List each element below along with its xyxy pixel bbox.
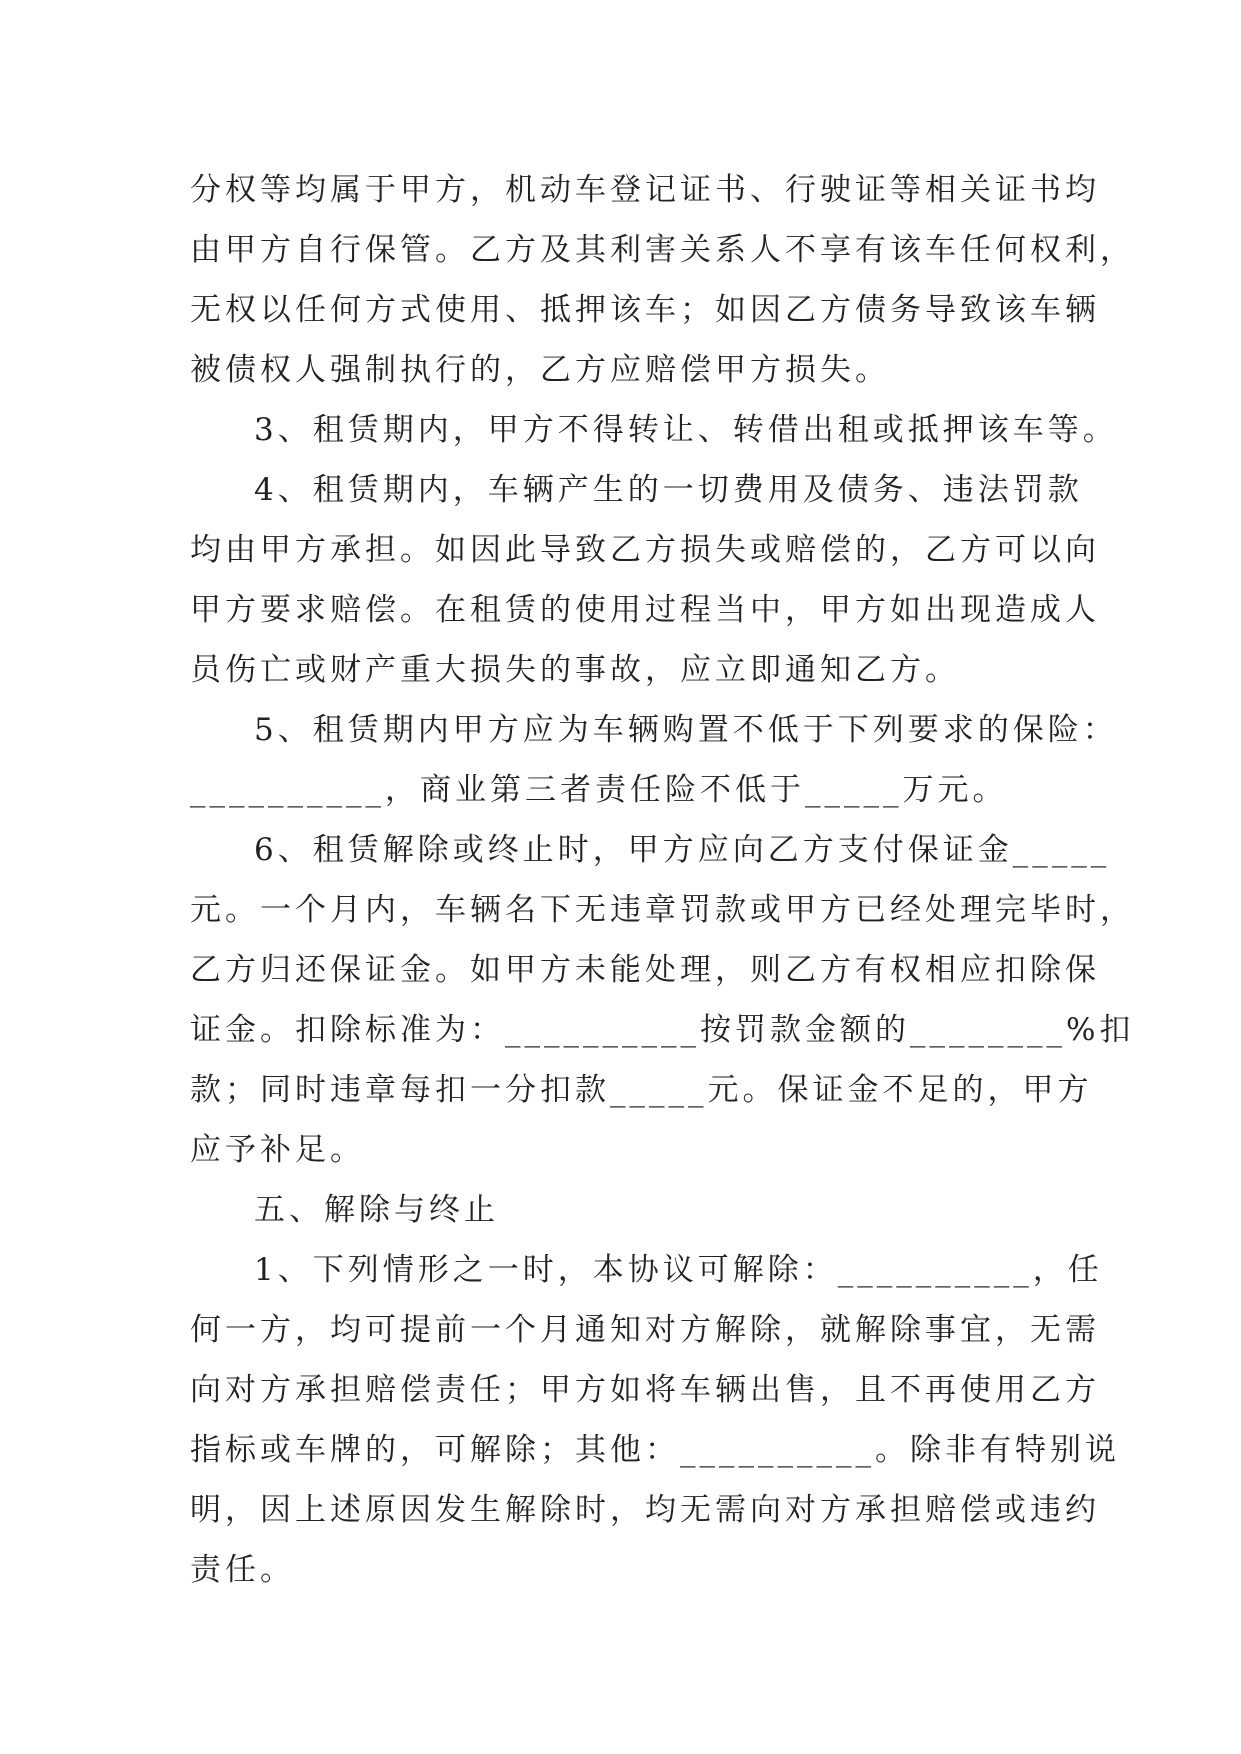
text-line: 款；同时违章每扣一分扣款_____元。保证金不足的，甲方 [190, 1072, 1093, 1108]
text-line: 分权等均属于甲方，机动车登记证书、行驶证等相关证书均 [190, 172, 1100, 208]
text-line: __________，商业第三者责任险不低于_____万元。 [190, 772, 1008, 808]
text-line: 无权以任何方式使用、抵押该车；如因乙方债务导致该车辆 [190, 292, 1100, 328]
clause-6-line: 6、租赁解除或终止时，甲方应向乙方支付保证金_____ [254, 832, 1111, 868]
clause-5-line: 5、租赁期内甲方应为车辆购置不低于下列要求的保险： [254, 712, 1118, 748]
text-line: 元。一个月内，车辆名下无违章罚款或甲方已经处理完毕时， [190, 892, 1135, 928]
document-body [190, 160, 1135, 1600]
text-line: 甲方要求赔偿。在租赁的使用过程当中，甲方如出现造成人 [190, 592, 1100, 628]
clause-3-line: 3、租赁期内，甲方不得转让、转借出租或抵押该车等。 [254, 412, 1118, 448]
text-line: 向对方承担赔偿责任；甲方如将车辆出售，且不再使用乙方 [190, 1372, 1100, 1408]
text-line: 应予补足。 [190, 1132, 365, 1168]
clause-4-line: 4、租赁期内，车辆产生的一切费用及债务、违法罚款 [254, 472, 1083, 508]
text-line: 证金。扣除标准为：__________按罚款金额的________%扣 [190, 1012, 1135, 1048]
text-line: 员伤亡或财产重大损失的事故，应立即通知乙方。 [190, 652, 960, 688]
text-line: 明，因上述原因发生解除时，均无需向对方承担赔偿或违约 [190, 1492, 1100, 1528]
text-line: 指标或车牌的，可解除；其他：__________。除非有特别说 [190, 1432, 1120, 1468]
text-line: 何一方，均可提前一个月通知对方解除，就解除事宜，无需 [190, 1312, 1100, 1348]
section-heading: 五、解除与终止 [254, 1192, 499, 1228]
text-line: 乙方归还保证金。如甲方未能处理，则乙方有权相应扣除保 [190, 952, 1100, 988]
text-line: 由甲方自行保管。乙方及其利害关系人不享有该车任何权利， [190, 232, 1135, 268]
text-line: 被债权人强制执行的，乙方应赔偿甲方损失。 [190, 352, 890, 388]
clause-1-line: 1、下列情形之一时，本协议可解除：__________，任 [254, 1252, 1103, 1288]
text-line: 均由甲方承担。如因此导致乙方损失或赔偿的，乙方可以向 [190, 532, 1100, 568]
text-line: 责任。 [190, 1552, 295, 1588]
